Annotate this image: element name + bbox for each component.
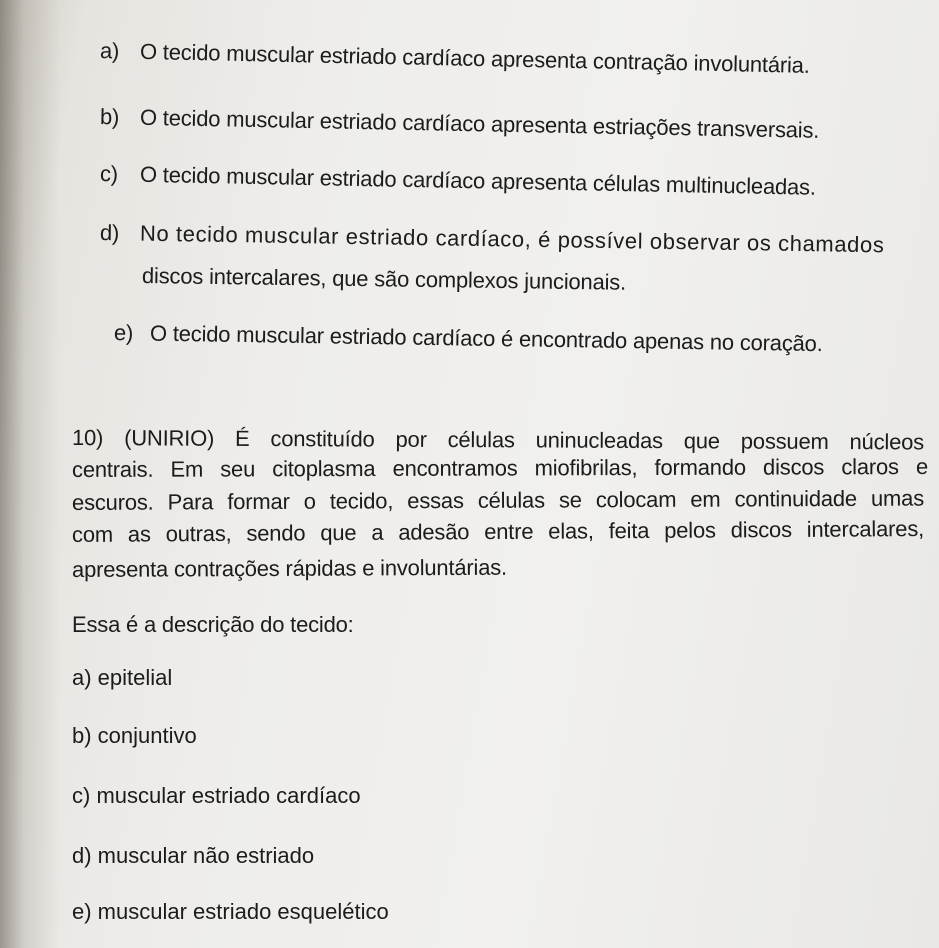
- prev-option-text: O tecido muscular estriado cardíaco apresenta contração involuntária.: [139, 38, 810, 78]
- prev-option-e: [114, 320, 823, 357]
- prev-option-label: e): [113, 320, 134, 346]
- question-line-5: apresenta contrações rápidas e involuntárias.: [71, 554, 507, 582]
- prev-option-b: [100, 104, 820, 144]
- prev-option-label: b): [99, 104, 120, 130]
- question-prompt: Essa é a descrição do tecido:: [72, 612, 354, 637]
- prev-option-label: a): [99, 38, 120, 64]
- question-line-3: escuros. Para formar o tecido, essas células se colocam em continuidade umas: [71, 485, 925, 515]
- answer-option-d: d) muscular não estriado: [72, 843, 315, 868]
- prev-option-text: No tecido muscular estriado cardíaco, é possível observar os chamados: [139, 220, 885, 258]
- question-line-1: 10) (UNIRIO) É constituído por células uninucleadas que possuem núcleos: [71, 425, 925, 455]
- prev-option-label: c): [99, 161, 119, 187]
- prev-option-text: discos intercalares, que são complexos juncionais.: [141, 263, 627, 295]
- prev-option-c: [100, 161, 816, 201]
- prev-option-text: O tecido muscular estriado cardíaco apresenta células multinucleadas.: [139, 161, 817, 200]
- answer-option-e: e) muscular estriado esquelético: [72, 899, 389, 924]
- page-edge-shadow: [0, 0, 60, 948]
- prev-option-text: O tecido muscular estriado cardíaco apresenta estriações transversais.: [139, 104, 820, 143]
- answer-option-a: a) epitelial: [72, 665, 173, 690]
- prev-option-text: O tecido muscular estriado cardíaco é encontrado apenas no coração.: [149, 320, 823, 357]
- prev-option-d-continued: [142, 263, 626, 296]
- answer-option-c: c) muscular estriado cardíaco: [72, 783, 361, 808]
- question-line-2: centrais. Em seu citoplasma encontramos miofibrilas, formando discos claros e: [71, 454, 929, 482]
- prev-option-label: d): [99, 220, 120, 246]
- prev-option-d: [100, 220, 922, 259]
- answer-option-b: b) conjuntivo: [72, 723, 197, 748]
- prev-option-a: [100, 38, 810, 79]
- question-line-4: com as outras, sendo que a adesão entre elas, feita pelos discos intercalares,: [71, 516, 925, 547]
